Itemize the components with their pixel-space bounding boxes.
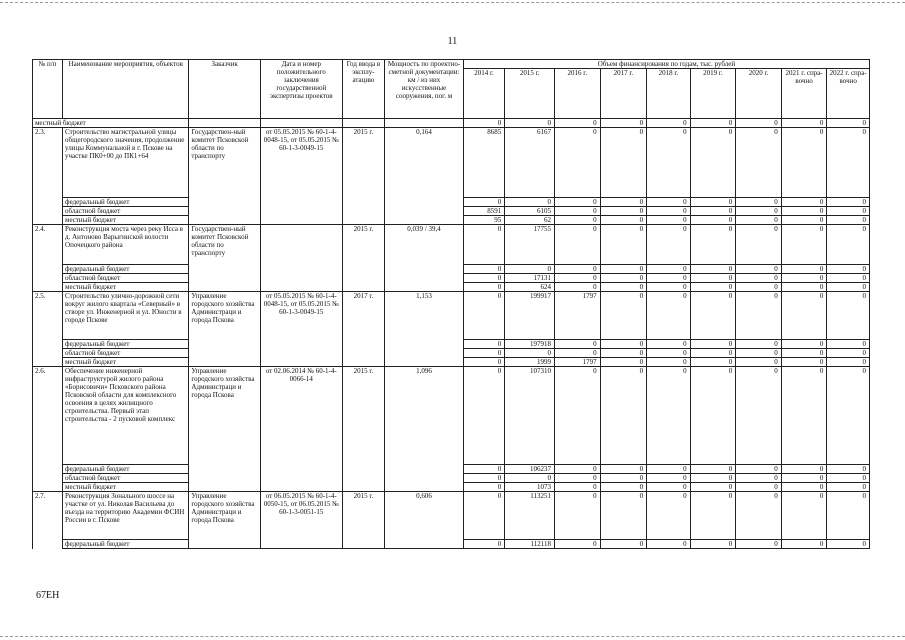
amount-cell: 0 — [463, 492, 504, 540]
amount-cell: 0 — [736, 128, 782, 198]
amount-cell: 17131 — [505, 274, 555, 283]
amount-cell: 0 — [555, 540, 601, 549]
budget-label: федеральный бюджет — [63, 465, 189, 474]
amount-cell: 0 — [647, 283, 691, 292]
amount-cell: 0 — [827, 349, 870, 358]
amount-cell: 0 — [555, 207, 601, 216]
amount-cell: 106237 — [505, 465, 555, 474]
amount-cell: 0 — [463, 198, 504, 207]
item-year: 2015 г. — [342, 492, 384, 549]
amount-cell: 0 — [600, 128, 647, 198]
amount-cell: 0 — [736, 207, 782, 216]
header-finance: Объем финансирования по годам, тыс. рублей — [463, 60, 869, 69]
amount-cell: 62 — [505, 216, 555, 225]
amount-cell: 0 — [647, 349, 691, 358]
empty-cell — [342, 119, 384, 128]
amount-cell: 0 — [736, 483, 782, 492]
amount-cell: 0 — [463, 119, 504, 128]
amount-cell: 0 — [736, 283, 782, 292]
amount-cell: 0 — [781, 128, 827, 198]
amount-cell: 1999 — [505, 358, 555, 367]
amount-cell: 0 — [781, 216, 827, 225]
budget-label: областной бюджет — [63, 349, 189, 358]
amount-cell: 0 — [827, 216, 870, 225]
amount-cell: 0 — [690, 367, 736, 465]
amount-cell: 0 — [690, 198, 736, 207]
amount-cell: 0 — [463, 283, 504, 292]
amount-cell: 0 — [647, 207, 691, 216]
item-capacity: 1,153 — [385, 292, 464, 367]
item-name: Реконструкция моста через реку Исса в д. Антоново Варыгинской волости Опочецкого района — [63, 225, 189, 265]
amount-cell: 0 — [827, 358, 870, 367]
amount-cell: 0 — [781, 292, 827, 340]
amount-cell: 0 — [736, 216, 782, 225]
amount-cell: 0 — [827, 225, 870, 265]
amount-cell: 0 — [555, 198, 601, 207]
item-number: 2.3. — [33, 128, 63, 225]
amount-cell: 0 — [600, 198, 647, 207]
amount-cell: 0 — [690, 358, 736, 367]
amount-cell: 17755 — [505, 225, 555, 265]
amount-cell: 0 — [781, 274, 827, 283]
amount-cell: 0 — [827, 283, 870, 292]
item-row — [33, 367, 870, 465]
amount-cell: 0 — [827, 540, 870, 549]
amount-cell: 0 — [555, 367, 601, 465]
header-year-3: 2017 г. — [600, 69, 647, 119]
amount-cell: 0 — [781, 492, 827, 540]
item-name: Обеспечение инженерной инфраструктурой жилого района «Борисовичи» Псковского района Псковской области для комплексного освоения в целях жилищного строительства. Первый этап строительства - 2 пусковой комплекс — [63, 367, 189, 465]
amount-cell: 0 — [555, 119, 601, 128]
budget-label: местный бюджет — [63, 483, 189, 492]
amount-cell: 0 — [647, 198, 691, 207]
item-customer: Управление городского хозяйства Администраци и города Пскова — [189, 492, 260, 549]
header-conclusion: Дата и номер положительного заключения государственной экспертизы проектов — [260, 60, 342, 119]
amount-cell: 0 — [555, 265, 601, 274]
amount-cell: 0 — [647, 274, 691, 283]
amount-cell: 0 — [600, 207, 647, 216]
item-number: 2.6. — [33, 367, 63, 492]
amount-cell: 0 — [555, 128, 601, 198]
amount-cell: 0 — [827, 367, 870, 465]
item-conclusion — [260, 225, 342, 292]
bottom-scan-edge — [0, 636, 905, 637]
amount-cell: 0 — [781, 474, 827, 483]
amount-cell: 0 — [690, 225, 736, 265]
amount-cell: 8591 — [463, 207, 504, 216]
amount-cell: 0 — [736, 358, 782, 367]
empty-cell — [385, 119, 464, 128]
budget-label: областной бюджет — [63, 474, 189, 483]
amount-cell: 0 — [690, 128, 736, 198]
amount-cell: 0 — [781, 119, 827, 128]
document-code: 67EH — [36, 590, 60, 601]
amount-cell: 0 — [781, 465, 827, 474]
amount-cell: 107310 — [505, 367, 555, 465]
amount-cell: 0 — [600, 340, 647, 349]
amount-cell: 0 — [463, 483, 504, 492]
amount-cell: 0 — [555, 283, 601, 292]
item-customer: Государствен-ный комитет Псковской области по транспорту — [189, 225, 260, 292]
amount-cell: 0 — [690, 474, 736, 483]
amount-cell: 0 — [505, 265, 555, 274]
amount-cell: 0 — [827, 465, 870, 474]
header-year-4: 2018 г. — [647, 69, 691, 119]
amount-cell: 0 — [600, 367, 647, 465]
amount-cell: 1797 — [555, 292, 601, 340]
item-year: 2015 г. — [342, 128, 384, 225]
header-year-6: 2020 г. — [736, 69, 782, 119]
header-capacity: Мощность по проектно-сметной документации: км / из них искусственные сооружения, пог. м — [385, 60, 464, 119]
amount-cell: 0 — [827, 483, 870, 492]
budget-label: федеральный бюджет — [63, 265, 189, 274]
amount-cell: 0 — [781, 540, 827, 549]
header-year-5: 2019 г. — [690, 69, 736, 119]
amount-cell: 0 — [736, 540, 782, 549]
amount-cell: 0 — [690, 274, 736, 283]
amount-cell: 0 — [463, 474, 504, 483]
page-number: 11 — [447, 36, 458, 47]
amount-cell: 0 — [690, 483, 736, 492]
amount-cell: 0 — [555, 340, 601, 349]
amount-cell: 0 — [827, 292, 870, 340]
budget-label: местный бюджет — [63, 216, 189, 225]
item-capacity: 1,096 — [385, 367, 464, 492]
amount-cell: 0 — [647, 367, 691, 465]
amount-cell: 0 — [690, 540, 736, 549]
amount-cell: 0 — [690, 492, 736, 540]
empty-cell — [189, 119, 260, 128]
top-scan-edge — [0, 2, 905, 3]
amount-cell: 0 — [600, 474, 647, 483]
header-year-2: 2016 г. — [555, 69, 601, 119]
amount-cell: 0 — [690, 340, 736, 349]
item-row — [33, 292, 870, 340]
amount-cell: 0 — [463, 358, 504, 367]
budget-label: федеральный бюджет — [63, 340, 189, 349]
amount-cell: 0 — [555, 216, 601, 225]
item-number: 2.5. — [33, 292, 63, 367]
amount-cell: 0 — [505, 119, 555, 128]
item-name: Строительство магистральной улицы общегородского значения, продолжение улицы Коммунальной в г. Пскове на участке ПК0+00 до ПК1+64 — [63, 128, 189, 198]
amount-cell: 0 — [781, 265, 827, 274]
header-customer: Заказчик — [189, 60, 260, 119]
amount-cell: 0 — [647, 492, 691, 540]
item-conclusion: от 05.05.2015 № 60-1-4-0048-15, от 05.05.2015 № 60-1-3-0049-15 — [260, 292, 342, 367]
amount-cell: 0 — [736, 265, 782, 274]
amount-cell: 0 — [600, 283, 647, 292]
header-year: Год ввода в эксплу-атацию — [342, 60, 384, 119]
amount-cell: 0 — [827, 274, 870, 283]
amount-cell: 0 — [505, 198, 555, 207]
header-year-0: 2014 г. — [463, 69, 504, 119]
amount-cell: 95 — [463, 216, 504, 225]
amount-cell: 0 — [736, 340, 782, 349]
amount-cell: 0 — [555, 492, 601, 540]
amount-cell: 0 — [600, 216, 647, 225]
amount-cell: 6167 — [505, 128, 555, 198]
item-name: Реконструкция Зонального шоссе на участке от ул. Николая Васильева до въезда на территорию Академии ФСИН России в г. Пскове — [63, 492, 189, 540]
amount-cell: 0 — [505, 349, 555, 358]
amount-cell: 0 — [555, 349, 601, 358]
amount-cell: 0 — [827, 198, 870, 207]
amount-cell: 0 — [827, 474, 870, 483]
amount-cell: 0 — [463, 265, 504, 274]
amount-cell: 0 — [463, 340, 504, 349]
amount-cell: 0 — [647, 340, 691, 349]
item-number: 2.4. — [33, 225, 63, 292]
item-row — [33, 128, 870, 198]
amount-cell: 0 — [647, 265, 691, 274]
amount-cell: 0 — [827, 207, 870, 216]
item-conclusion: от 06.05.2015 № 60-1-4-0050-15, от 06.05.2015 № 60-1-3-0051-15 — [260, 492, 342, 549]
amount-cell: 0 — [647, 225, 691, 265]
budget-label: местный бюджет — [63, 358, 189, 367]
item-year: 2015 г. — [342, 367, 384, 492]
budget-label: местный бюджет — [63, 283, 189, 292]
amount-cell: 0 — [600, 225, 647, 265]
item-customer: Государствен-ный комитет Псковской области по транспорту — [189, 128, 260, 225]
item-capacity: 0,606 — [385, 492, 464, 549]
amount-cell: 0 — [736, 119, 782, 128]
amount-cell: 0 — [647, 292, 691, 340]
amount-cell: 0 — [827, 265, 870, 274]
amount-cell: 0 — [736, 367, 782, 465]
amount-cell: 0 — [827, 119, 870, 128]
amount-cell: 0 — [463, 367, 504, 465]
item-row — [33, 225, 870, 265]
header-year-8: 2022 г. спра-вочно — [827, 69, 870, 119]
amount-cell: 0 — [555, 274, 601, 283]
amount-cell: 0 — [647, 483, 691, 492]
amount-cell: 0 — [505, 474, 555, 483]
amount-cell: 0 — [600, 119, 647, 128]
budget-label: федеральный бюджет — [63, 540, 189, 549]
empty-cell — [260, 119, 342, 128]
amount-cell: 8685 — [463, 128, 504, 198]
budget-label: областной бюджет — [63, 207, 189, 216]
budget-row-local — [33, 119, 870, 128]
item-row — [33, 492, 870, 540]
amount-cell: 0 — [781, 225, 827, 265]
amount-cell: 0 — [555, 474, 601, 483]
budget-label: федеральный бюджет — [63, 198, 189, 207]
amount-cell: 0 — [600, 540, 647, 549]
amount-cell: 0 — [827, 492, 870, 540]
amount-cell: 0 — [827, 128, 870, 198]
amount-cell: 0 — [781, 349, 827, 358]
header-name: Наименование мероприятия, объектов — [63, 60, 189, 119]
item-conclusion: от 02.06.2014 № 60-1-4-0066-14 — [260, 367, 342, 492]
amount-cell: 0 — [690, 265, 736, 274]
budget-label: областной бюджет — [63, 274, 189, 283]
amount-cell: 0 — [600, 465, 647, 474]
amount-cell: 1073 — [505, 483, 555, 492]
amount-cell: 0 — [600, 274, 647, 283]
amount-cell: 0 — [647, 119, 691, 128]
amount-cell: 0 — [690, 465, 736, 474]
amount-cell: 0 — [781, 283, 827, 292]
amount-cell: 113251 — [505, 492, 555, 540]
amount-cell: 0 — [690, 292, 736, 340]
amount-cell: 0 — [827, 340, 870, 349]
amount-cell: 0 — [736, 349, 782, 358]
amount-cell: 0 — [600, 492, 647, 540]
amount-cell: 0 — [690, 216, 736, 225]
amount-cell: 0 — [600, 358, 647, 367]
item-conclusion: от 05.05.2015 № 60-1-4-0048-15, от 05.05.2015 № 60-1-3-0049-15 — [260, 128, 342, 225]
amount-cell: 0 — [600, 292, 647, 340]
amount-cell: 0 — [781, 198, 827, 207]
item-year: 2017 г. — [342, 292, 384, 367]
amount-cell: 0 — [690, 119, 736, 128]
amount-cell: 0 — [736, 225, 782, 265]
item-name: Строительство улично-дорожной сети вокруг жилого квартала «Северный» в створе ул. Инженерной и ул. Юности в городе Пскове — [63, 292, 189, 340]
item-customer: Управление городского хозяйства Администраци и города Пскова — [189, 292, 260, 367]
amount-cell: 197918 — [505, 340, 555, 349]
header-year-1: 2015 г. — [505, 69, 555, 119]
amount-cell: 1797 — [555, 358, 601, 367]
amount-cell: 0 — [463, 274, 504, 283]
amount-cell: 0 — [647, 465, 691, 474]
amount-cell: 0 — [736, 492, 782, 540]
amount-cell: 0 — [647, 540, 691, 549]
amount-cell: 0 — [690, 349, 736, 358]
amount-cell: 0 — [781, 367, 827, 465]
amount-cell: 0 — [781, 207, 827, 216]
financing-table — [32, 59, 870, 549]
amount-cell: 0 — [781, 483, 827, 492]
amount-cell: 0 — [463, 540, 504, 549]
amount-cell: 0 — [647, 474, 691, 483]
amount-cell: 0 — [555, 465, 601, 474]
amount-cell: 0 — [647, 358, 691, 367]
amount-cell: 0 — [463, 465, 504, 474]
amount-cell: 199917 — [505, 292, 555, 340]
amount-cell: 0 — [690, 207, 736, 216]
amount-cell: 0 — [736, 465, 782, 474]
item-year: 2015 г. — [342, 225, 384, 292]
amount-cell: 0 — [600, 265, 647, 274]
amount-cell: 0 — [463, 225, 504, 265]
amount-cell: 624 — [505, 283, 555, 292]
amount-cell: 0 — [736, 274, 782, 283]
header-year-7: 2021 г. спра-вочно — [781, 69, 827, 119]
amount-cell: 0 — [463, 292, 504, 340]
amount-cell: 0 — [736, 292, 782, 340]
item-customer: Управление городского хозяйства Администраци и города Пскова — [189, 367, 260, 492]
amount-cell: 6105 — [505, 207, 555, 216]
amount-cell: 0 — [736, 198, 782, 207]
amount-cell: 0 — [555, 225, 601, 265]
budget-label: местный бюджет — [33, 119, 189, 128]
item-number: 2.7. — [33, 492, 63, 549]
amount-cell: 0 — [647, 216, 691, 225]
amount-cell: 0 — [781, 358, 827, 367]
amount-cell: 0 — [600, 349, 647, 358]
header-num: № п/п — [33, 60, 63, 119]
item-capacity: 0,039 / 39,4 — [385, 225, 464, 292]
amount-cell: 112118 — [505, 540, 555, 549]
amount-cell: 0 — [736, 474, 782, 483]
item-capacity: 0,164 — [385, 128, 464, 225]
amount-cell: 0 — [690, 283, 736, 292]
amount-cell: 0 — [647, 128, 691, 198]
amount-cell: 0 — [781, 340, 827, 349]
amount-cell: 0 — [600, 483, 647, 492]
amount-cell: 0 — [555, 483, 601, 492]
amount-cell: 0 — [463, 349, 504, 358]
